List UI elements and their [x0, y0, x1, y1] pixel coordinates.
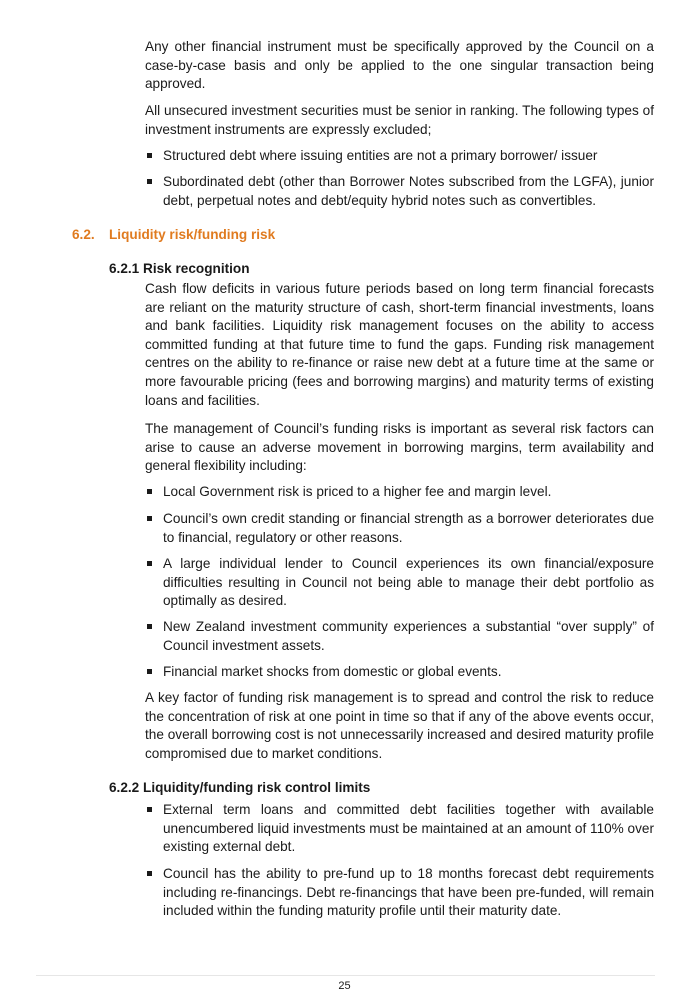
intro-paragraph-1: Any other financial instrument must be specifically approved by the Council on a case-by-case basis and only be applied to the one singular transaction being approved. — [145, 39, 654, 92]
excluded-bullet-2: Subordinated debt (other than Borrower Notes subscribed from the LGFA), junior debt, perpetual notes and debt/equity hybrid notes such as convertibles. — [163, 174, 654, 208]
page-number: 25 — [338, 980, 351, 992]
risk-factor-bullet-1: Local Government risk is priced to a higher fee and margin level. — [163, 484, 552, 499]
risk-recognition-paragraph-2: The management of Council’s funding risks is important as several risk factors can arise to cause an adverse movement in borrowing margins, term availability and general flexibility including: — [145, 421, 654, 474]
risk-factor-bullet-3: A large individual lender to Council experiences its own financial/exposure difficulties resulting in Council not being able to manage their debt portfolio as optimally as desired. — [163, 556, 654, 609]
section-title: Liquidity risk/funding risk — [109, 227, 276, 242]
risk-factor-bullet-5: Financial market shocks from domestic or global events. — [163, 664, 502, 679]
section-heading-6-2 — [72, 226, 275, 245]
control-limit-bullet-2: Council has the ability to pre-fund up to 18 months forecast debt requirements including re-financings. Debt re-financings that have been pre-funded, will remain included within the funding maturity profile until their maturity date. — [163, 866, 654, 919]
intro-paragraph-2: All unsecured investment securities must be senior in ranking. The following types of investment instruments are expressly excluded; — [145, 103, 654, 137]
risk-factor-bullet-4: New Zealand investment community experiences a substantial “over supply” of Council investment assets. — [163, 619, 654, 653]
control-limit-bullet-1: External term loans and committed debt facilities together with available unencumbered liquid investments must be maintained at an amount of 110% over existing external debt. — [163, 802, 654, 855]
footer-divider — [36, 975, 655, 976]
section-number: 6.2. — [72, 227, 95, 242]
funding-risk-closing-paragraph: A key factor of funding risk management is to spread and control the risk to reduce the concentration of risk at one point in time so that if any of the above events occur, the overall borrowing cost is not unnecessarily increased and desired maturity profile compromised due to market conditions. — [145, 690, 654, 761]
subsection-heading-6-2-2: 6.2.2 Liquidity/funding risk control limits — [109, 780, 371, 795]
risk-recognition-paragraph-1: Cash flow deficits in various future periods based on long term financial forecasts are reliant on the maturity structure of cash, short-term financial investments, loans and bank facilities. Liquidity risk management focuses on the ability to access committed funding at that future time to fund the gaps. Funding risk management centres on the ability to re-finance or raise new debt at a future time at the same or more favourable pricing (fees and borrowing margins) and maturity terms of existing loans and facilities. — [145, 281, 654, 408]
subsection-heading-6-2-1: 6.2.1 Risk recognition — [109, 261, 250, 276]
risk-factor-bullet-2: Council’s own credit standing or financial strength as a borrower deteriorates due to financial, regulatory or other reasons. — [163, 511, 654, 545]
excluded-bullet-1: Structured debt where issuing entities are not a primary borrower/ issuer — [163, 148, 598, 163]
